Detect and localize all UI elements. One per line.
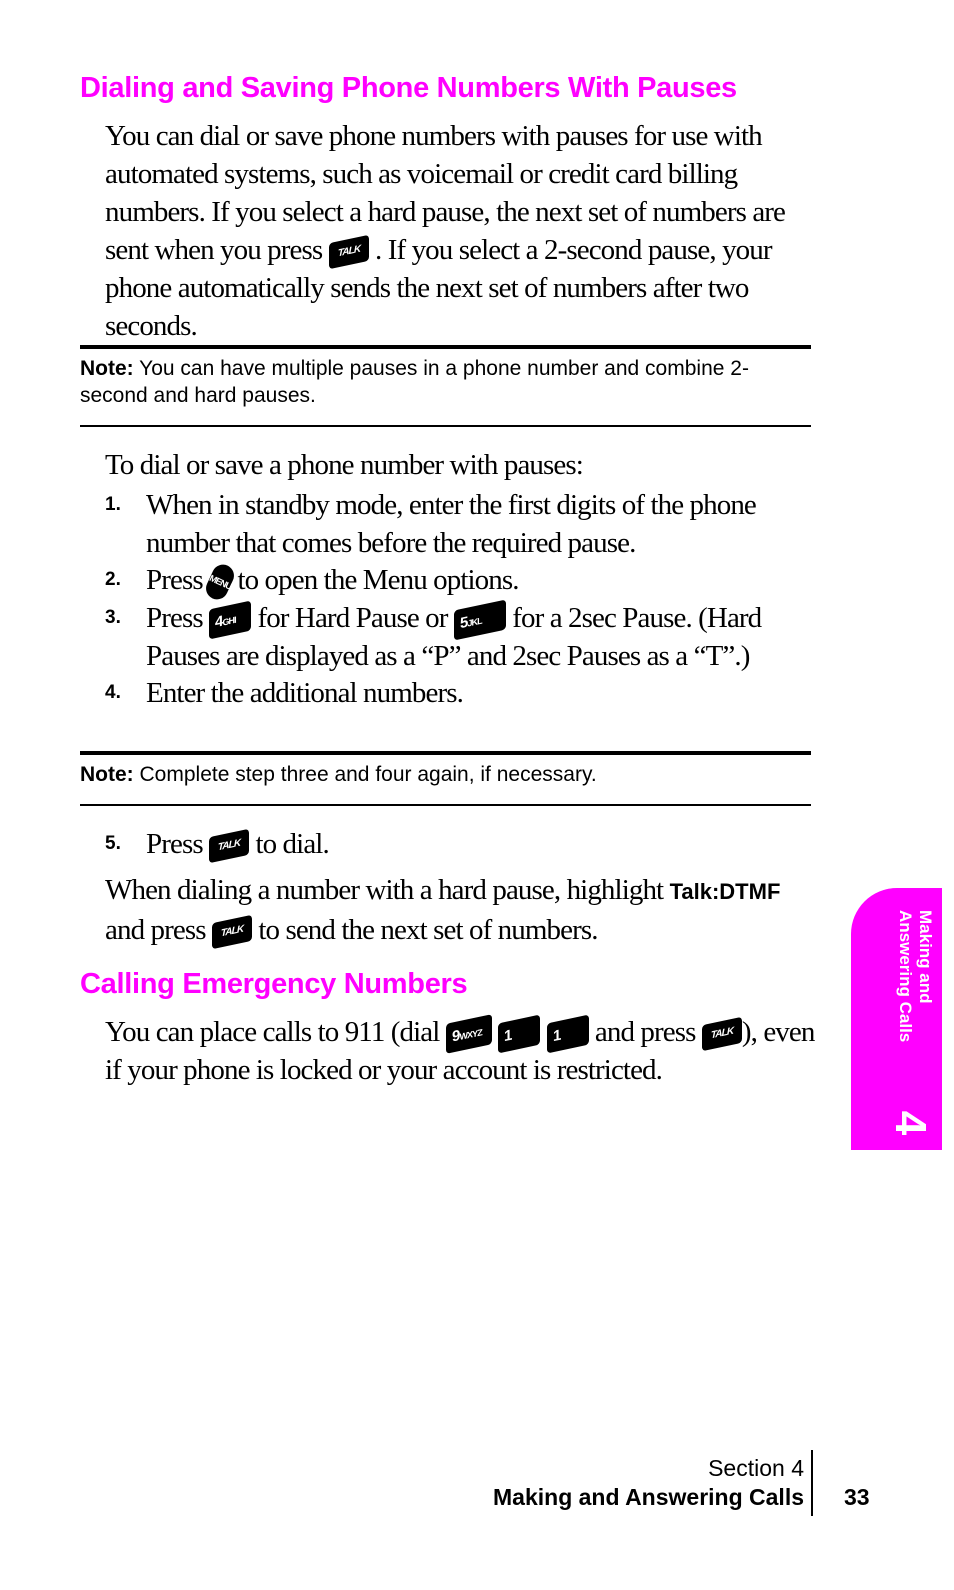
- talk-key-icon: TALK: [209, 829, 249, 864]
- step-number: 3.: [105, 607, 121, 628]
- emergency-text-post: ), even if your phone is locked or your account is restricted.: [105, 1016, 815, 1086]
- chapter-tab-label: Making and Answering Calls: [896, 910, 935, 1043]
- intro-text-b: . If you select a 2-second pause, your phone automatically sends the next set of numbers after two seconds.: [105, 234, 772, 342]
- step-3: [105, 599, 823, 675]
- emergency-text-pre: You can place calls to 911 (dial: [105, 1016, 440, 1048]
- step-text-post: to dial.: [255, 828, 329, 860]
- step-text-post: to open the Menu options.: [237, 564, 519, 596]
- step-text: Enter the additional numbers.: [146, 677, 463, 709]
- talk-key-icon: TALK: [212, 915, 252, 950]
- key-5-icon: 5JKL: [454, 600, 506, 641]
- step-text-post: for a 2sec Pause. (Hard Pauses are displayed as a “P” and 2sec Pauses as a “T”.): [146, 602, 762, 672]
- hard-pause-text-pre: When dialing a number with a hard pause, highlight: [105, 874, 664, 906]
- step-number: 4.: [105, 682, 121, 703]
- step-text-mid: for Hard Pause or: [257, 602, 448, 634]
- step-text: [146, 561, 823, 600]
- note-box-2: [80, 751, 811, 806]
- talk-key-icon: TALK: [329, 235, 369, 270]
- step-text: [146, 599, 823, 675]
- step-number: 2.: [105, 569, 121, 590]
- intro-text-a: You can dial or save phone numbers with pauses for use with automated systems, such as voicemail or credit card billing numbers. If you select a hard pause, the next set of numbers are sent when you press: [105, 120, 786, 266]
- step-text: When in standby mode, enter the first digits of the phone number that comes before the required pause.: [146, 489, 756, 559]
- note-text: You can have multiple pauses in a phone number and combine 2-second and hard pauses.: [80, 357, 749, 407]
- key-1-icon: 1: [547, 1015, 589, 1054]
- footer-divider: [811, 1450, 813, 1516]
- lead-in: To dial or save a phone number with pauses:: [105, 449, 583, 481]
- step-number: 1.: [105, 494, 121, 515]
- step-number: 5.: [105, 833, 121, 854]
- footer-title: Making and Answering Calls: [493, 1484, 804, 1510]
- step-1: [105, 486, 823, 562]
- hard-pause-text-mid: and press: [105, 914, 206, 946]
- emergency-paragraph: [105, 1013, 823, 1089]
- key-4-icon: 4GHI: [209, 601, 251, 640]
- step-text-pre: Press: [146, 564, 203, 596]
- section-heading: Dialing and Saving Phone Numbers With Pauses: [80, 72, 737, 104]
- note-text: Complete step three and four again, if necessary.: [139, 763, 597, 786]
- chapter-tab-number: 4: [886, 1110, 935, 1136]
- step-text-pre: Press: [146, 602, 203, 634]
- footer-section: Section 4: [708, 1455, 804, 1481]
- intro-paragraph: [105, 117, 823, 345]
- menu-key-icon: MENU: [203, 561, 238, 603]
- note-label: Note:: [80, 357, 134, 380]
- note-label: Note:: [80, 763, 134, 786]
- step-5: [105, 825, 823, 863]
- emergency-text-mid: and press: [594, 1016, 696, 1048]
- emergency-heading: Calling Emergency Numbers: [80, 968, 468, 1000]
- step-2: [105, 561, 823, 600]
- key-1-icon: 1: [498, 1015, 540, 1054]
- step-text: [146, 825, 823, 863]
- step-text-pre: Press: [146, 828, 203, 860]
- hard-pause-paragraph: [105, 871, 823, 949]
- step-4: [105, 674, 823, 712]
- key-9-icon: 9WXYZ: [446, 1014, 492, 1054]
- talk-key-icon: TALK: [702, 1017, 742, 1052]
- note-box: [80, 345, 811, 427]
- talk-dtmf-option: Talk:DTMF: [669, 879, 781, 904]
- hard-pause-text-post: to send the next set of numbers.: [258, 914, 598, 946]
- page-number: 33: [844, 1484, 870, 1510]
